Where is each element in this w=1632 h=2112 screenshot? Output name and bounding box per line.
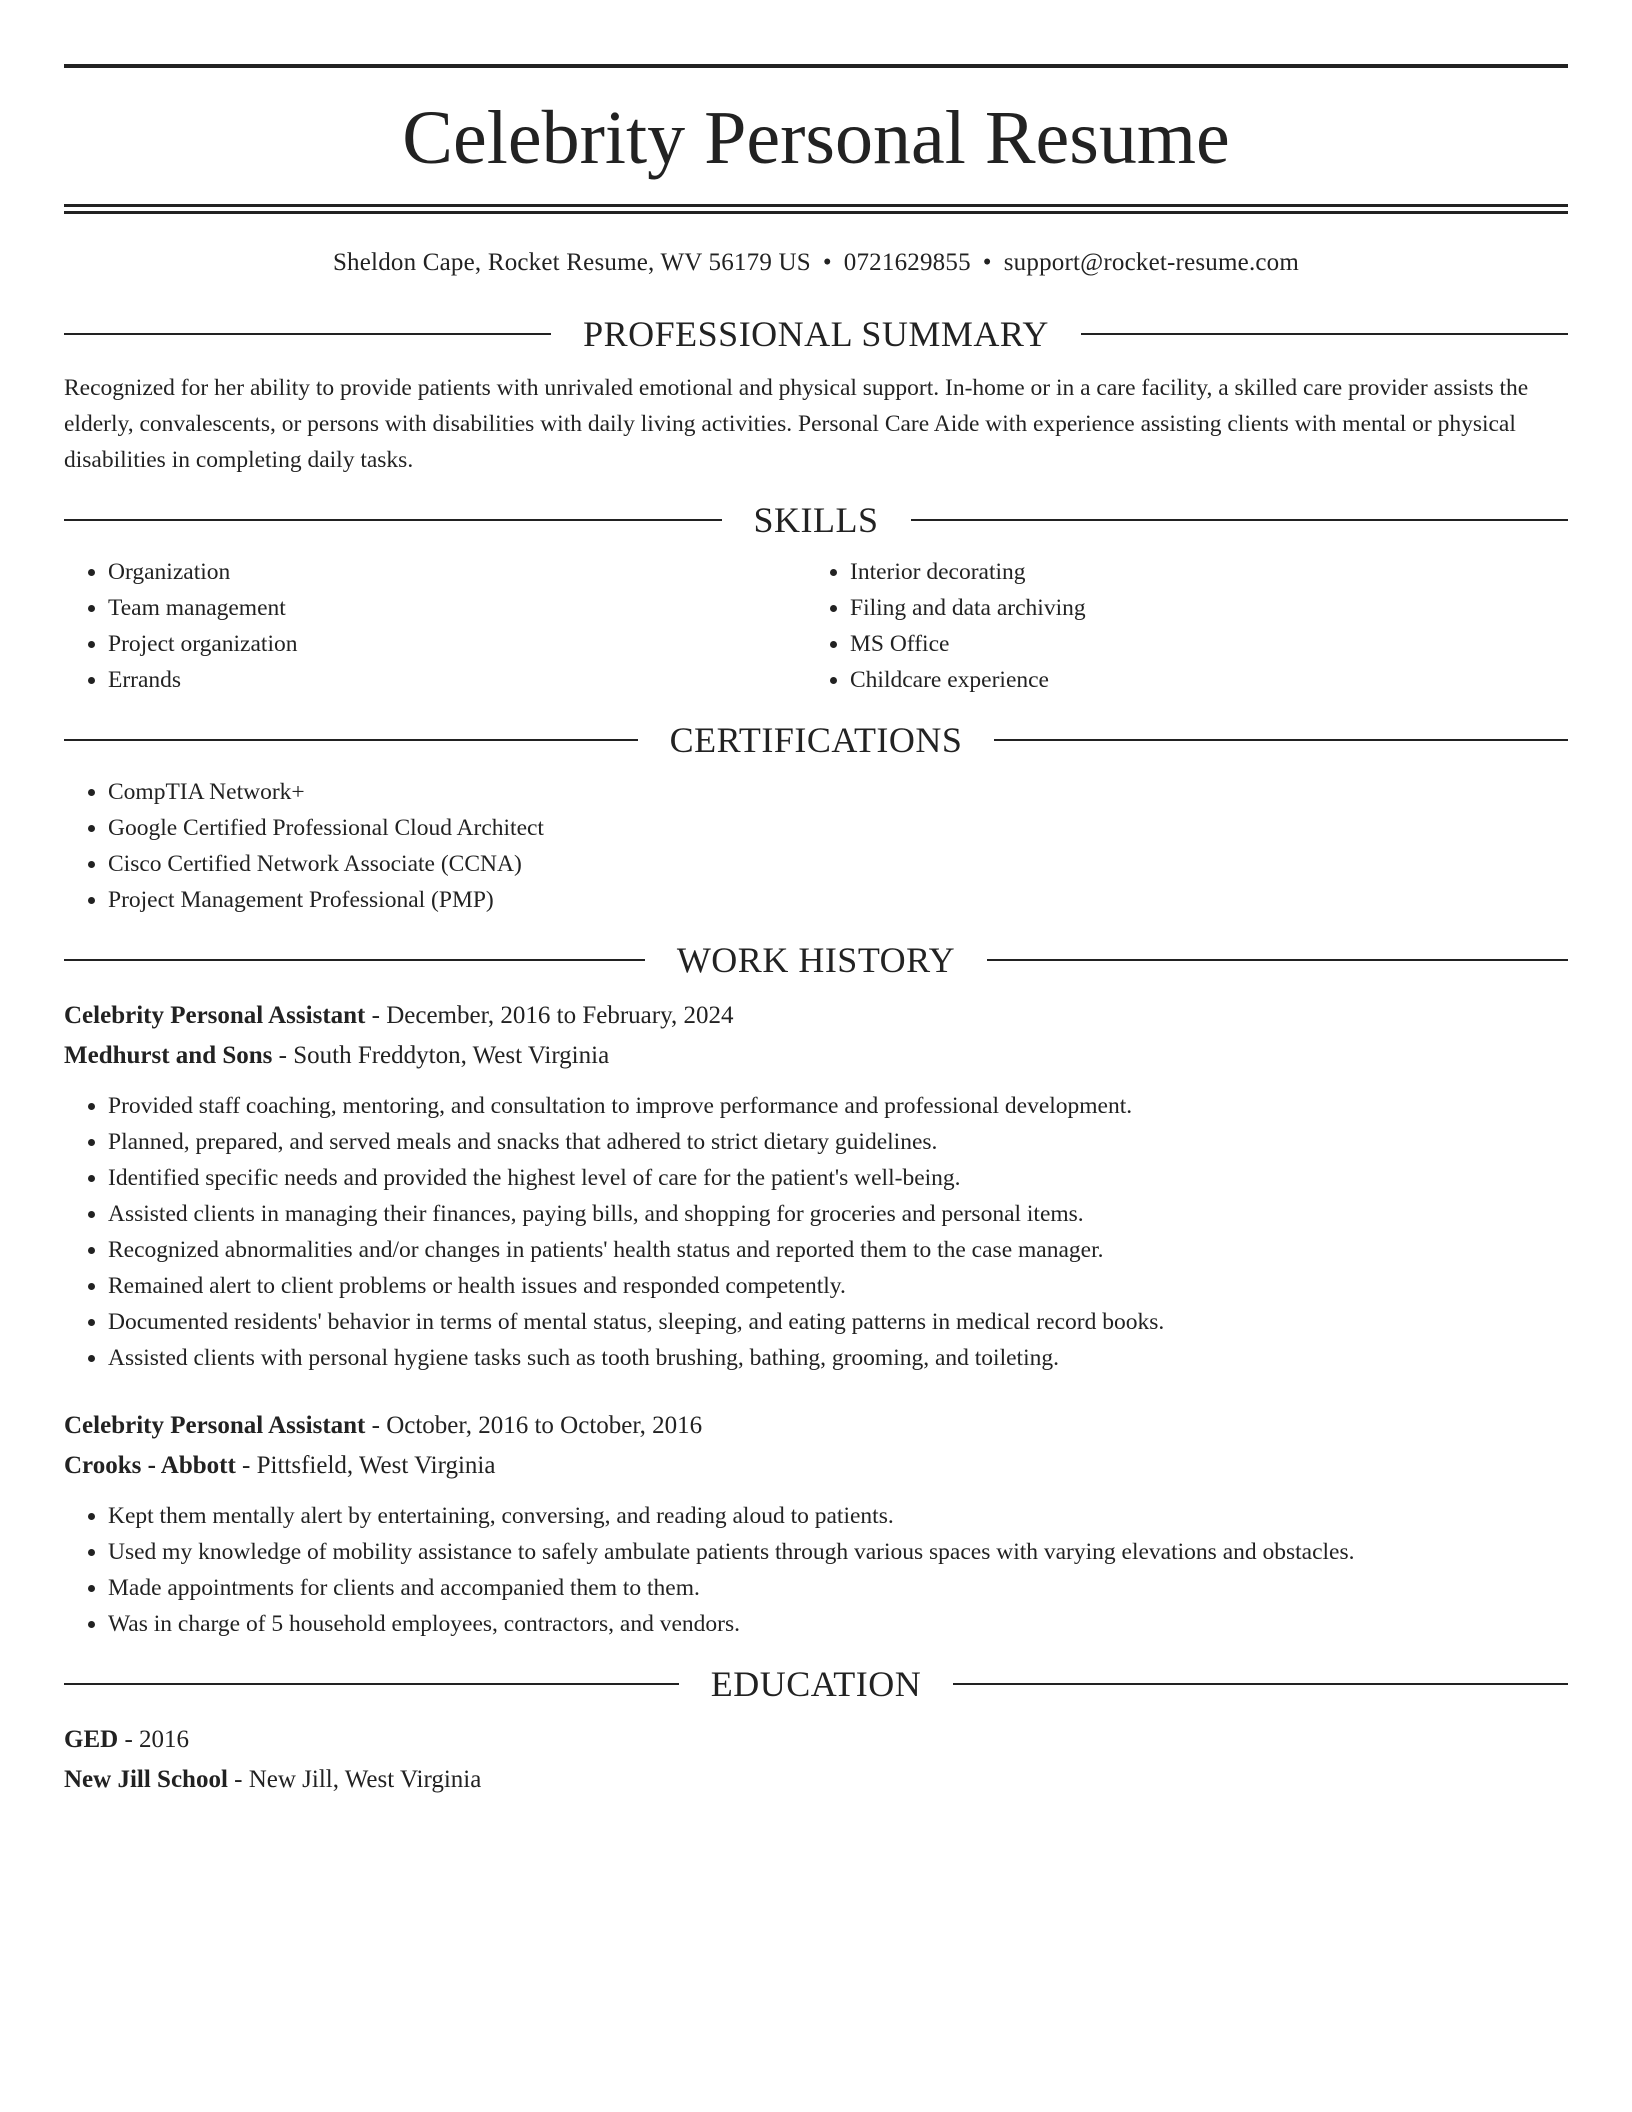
certification-item: • CompTIA Network+ [108,774,1568,810]
heading-rule [987,959,1568,961]
job-title: Celebrity Personal Assistant [64,1002,366,1029]
section-heading-work-history [64,940,1568,980]
skill-item: • Filing and data archiving [850,590,1548,626]
contact-address: Sheldon Cape, Rocket Resume, WV 56179 US [332,249,811,276]
contact-separator: • [822,249,832,276]
section-title: WORK HISTORY [676,940,956,980]
section-heading-summary [64,314,1568,354]
heading-rule [953,1683,1568,1685]
job-duty-item: • Was in charge of 5 household employees, contractors, and vendors. [108,1606,1568,1642]
job-duty-item: • Assisted clients with personal hygiene tasks such as tooth brushing, bathing, grooming, and toileting. [108,1340,1568,1376]
certification-item: • Project Management Professional (PMP) [108,882,1568,918]
skills-list [64,554,1568,698]
job-duty-item: • Planned, prepared, and served meals and snacks that adhered to strict dietary guidelines. [108,1124,1568,1160]
skills-column-left [64,554,806,698]
job-duties [64,1498,1568,1642]
job-duty-item: • Identified specific needs and provided the highest level of care for the patient's well-being. [108,1160,1568,1196]
skill-item: • Interior decorating [850,554,1548,590]
title-double-rule [64,204,1568,214]
top-rule [64,64,1568,68]
education-school: New Jill School [64,1766,228,1793]
contact-separator: • [982,249,992,276]
resume-page [64,64,1568,1800]
skill-item: • Project organization [108,626,806,662]
job-title-line [64,996,1568,1036]
skill-item: • Organization [108,554,806,590]
education-year: - 2016 [118,1726,190,1753]
education-degree: GED [64,1726,119,1753]
summary-text: Recognized for her ability to provide patients with unrivaled emotional and physical support. In-home or in a care facility, a skilled care provider assists the elderly, convalescents, or persons with disabilities with daily living activities. Personal Care Aide with experience assisting clients with mental or physical disabilities in completing daily tasks. [64,375,1529,473]
section-title: CERTIFICATIONS [669,720,963,760]
skill-item: • Childcare experience [850,662,1548,698]
contact-phone: 0721629855 [843,249,971,276]
heading-rule [1081,333,1568,335]
job-duties [64,1088,1568,1376]
job-entry [64,1406,1568,1642]
heading-rule [64,959,645,961]
job-duty-item: • Provided staff coaching, mentoring, and consultation to improve performance and professional development. [108,1088,1568,1124]
section-title: EDUCATION [710,1664,922,1704]
education-entry [64,1720,1568,1800]
job-duty-item: • Used my knowledge of mobility assistance to safely ambulate patients through various spaces with varying elevations and obstacles. [108,1534,1568,1570]
education-school-line [64,1760,1568,1800]
section-heading-education [64,1664,1568,1704]
job-duty-item: • Remained alert to client problems or health issues and responded competently. [108,1268,1568,1304]
education-degree-line [64,1720,1568,1760]
heading-rule [64,1683,679,1685]
heading-rule [911,519,1569,521]
job-dates: - December, 2016 to February, 2024 [365,1002,734,1029]
section-heading-certifications [64,720,1568,760]
job-company-line [64,1036,1568,1076]
skill-item: • Team management [108,590,806,626]
job-company-line [64,1446,1568,1486]
skills-column-right [806,554,1548,698]
skill-item: • MS Office [850,626,1548,662]
section-heading-skills [64,500,1568,540]
heading-rule [64,739,638,741]
job-entry [64,996,1568,1376]
certification-item: • Google Certified Professional Cloud Architect [108,810,1568,846]
heading-rule [64,519,722,521]
education-location: - New Jill, West Virginia [227,1766,482,1793]
job-duty-item: • Made appointments for clients and accompanied them to them. [108,1570,1568,1606]
contact-email: support@rocket-resume.com [1003,249,1300,276]
section-title: PROFESSIONAL SUMMARY [583,314,1049,354]
heading-rule [64,333,551,335]
job-duty-item: • Assisted clients in managing their finances, paying bills, and shopping for groceries and personal items. [108,1196,1568,1232]
job-duty-item: • Kept them mentally alert by entertaining, conversing, and reading aloud to patients. [108,1498,1568,1534]
job-duty-item: • Documented residents' behavior in terms of mental status, sleeping, and eating patterns in medical record books. [108,1304,1568,1340]
certification-item: • Cisco Certified Network Associate (CCNA) [108,846,1568,882]
skill-item: • Errands [108,662,806,698]
job-title: Celebrity Personal Assistant [64,1412,366,1439]
certifications-list [64,774,1568,918]
resume-title: Celebrity Personal Resume [402,96,1230,180]
heading-rule [994,739,1568,741]
contact-line [64,248,1568,278]
job-company: Medhurst and Sons [64,1042,273,1069]
job-location: - South Freddyton, West Virginia [272,1042,610,1069]
section-title: SKILLS [753,500,879,540]
job-title-line [64,1406,1568,1446]
job-location: - Pittsfield, West Virginia [235,1452,496,1479]
job-dates: - October, 2016 to October, 2016 [365,1412,703,1439]
job-duty-item: • Recognized abnormalities and/or changes in patients' health status and reported them to the case manager. [108,1232,1568,1268]
job-company: Crooks - Abbott [64,1452,236,1479]
